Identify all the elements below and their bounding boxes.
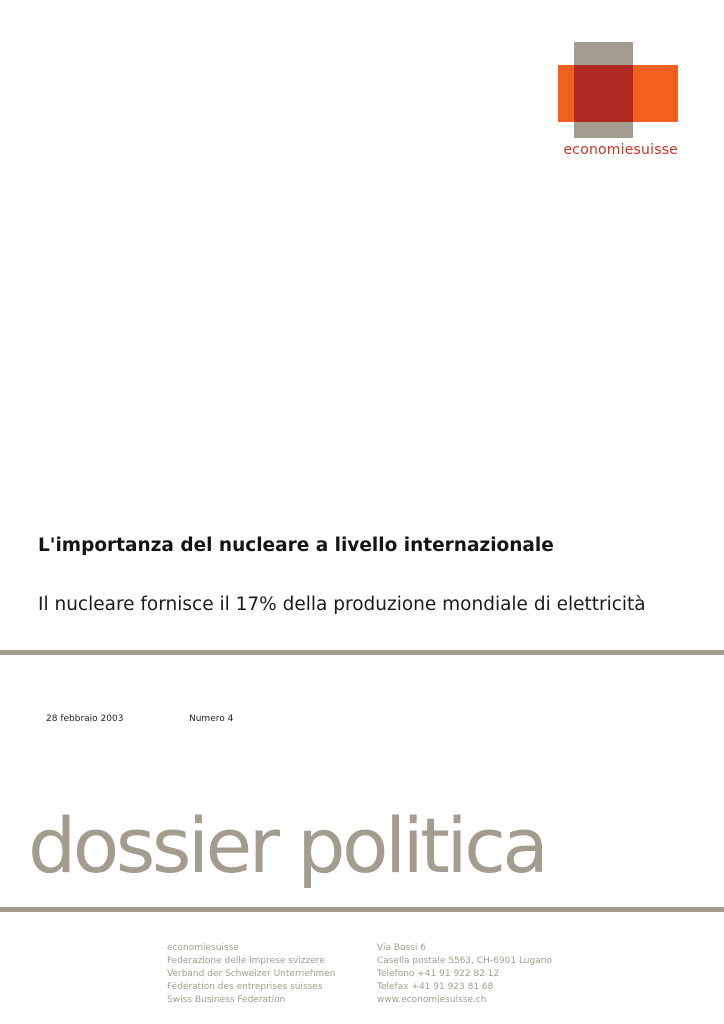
document-title: L'importanza del nucleare a livello internazionale (38, 535, 554, 556)
footer-org-line: Verband der Schweizer Unternehmen (167, 969, 336, 979)
footer-org-line: Swiss Business Federation (167, 995, 286, 1005)
divider-top (0, 650, 724, 655)
footer-org-line: Fédération des entreprises suisses (167, 982, 323, 992)
series-title: dossier politica (28, 801, 546, 890)
footer-address: Via Bossi 6 (377, 943, 426, 953)
footer-org-line: economiesuisse (167, 943, 239, 953)
document-subtitle: Il nucleare fornisce il 17% della produzione mondiale di elettricità (38, 594, 646, 615)
footer-fax: Telefax +41 91 923 81 68 (377, 982, 494, 992)
footer-org-line: Federazione delle imprese svizzere (167, 956, 325, 966)
logo-cross-center (574, 65, 633, 122)
economiesuisse-logo-mark (558, 42, 678, 138)
issue-number: Numero 4 (189, 714, 234, 724)
publication-date: 28 febbraio 2003 (46, 714, 124, 724)
footer-contact (377, 942, 552, 1007)
footer-phone: Telefono +41 91 922 82 12 (377, 969, 500, 979)
divider-bottom (0, 907, 724, 912)
logo-wordmark: economiesuisse (563, 142, 678, 158)
footer-website: www.economiesuisse.ch (377, 995, 487, 1005)
footer-postbox: Casella postale 5563, CH-6901 Lugano (377, 956, 552, 966)
footer-organization (167, 942, 335, 1007)
